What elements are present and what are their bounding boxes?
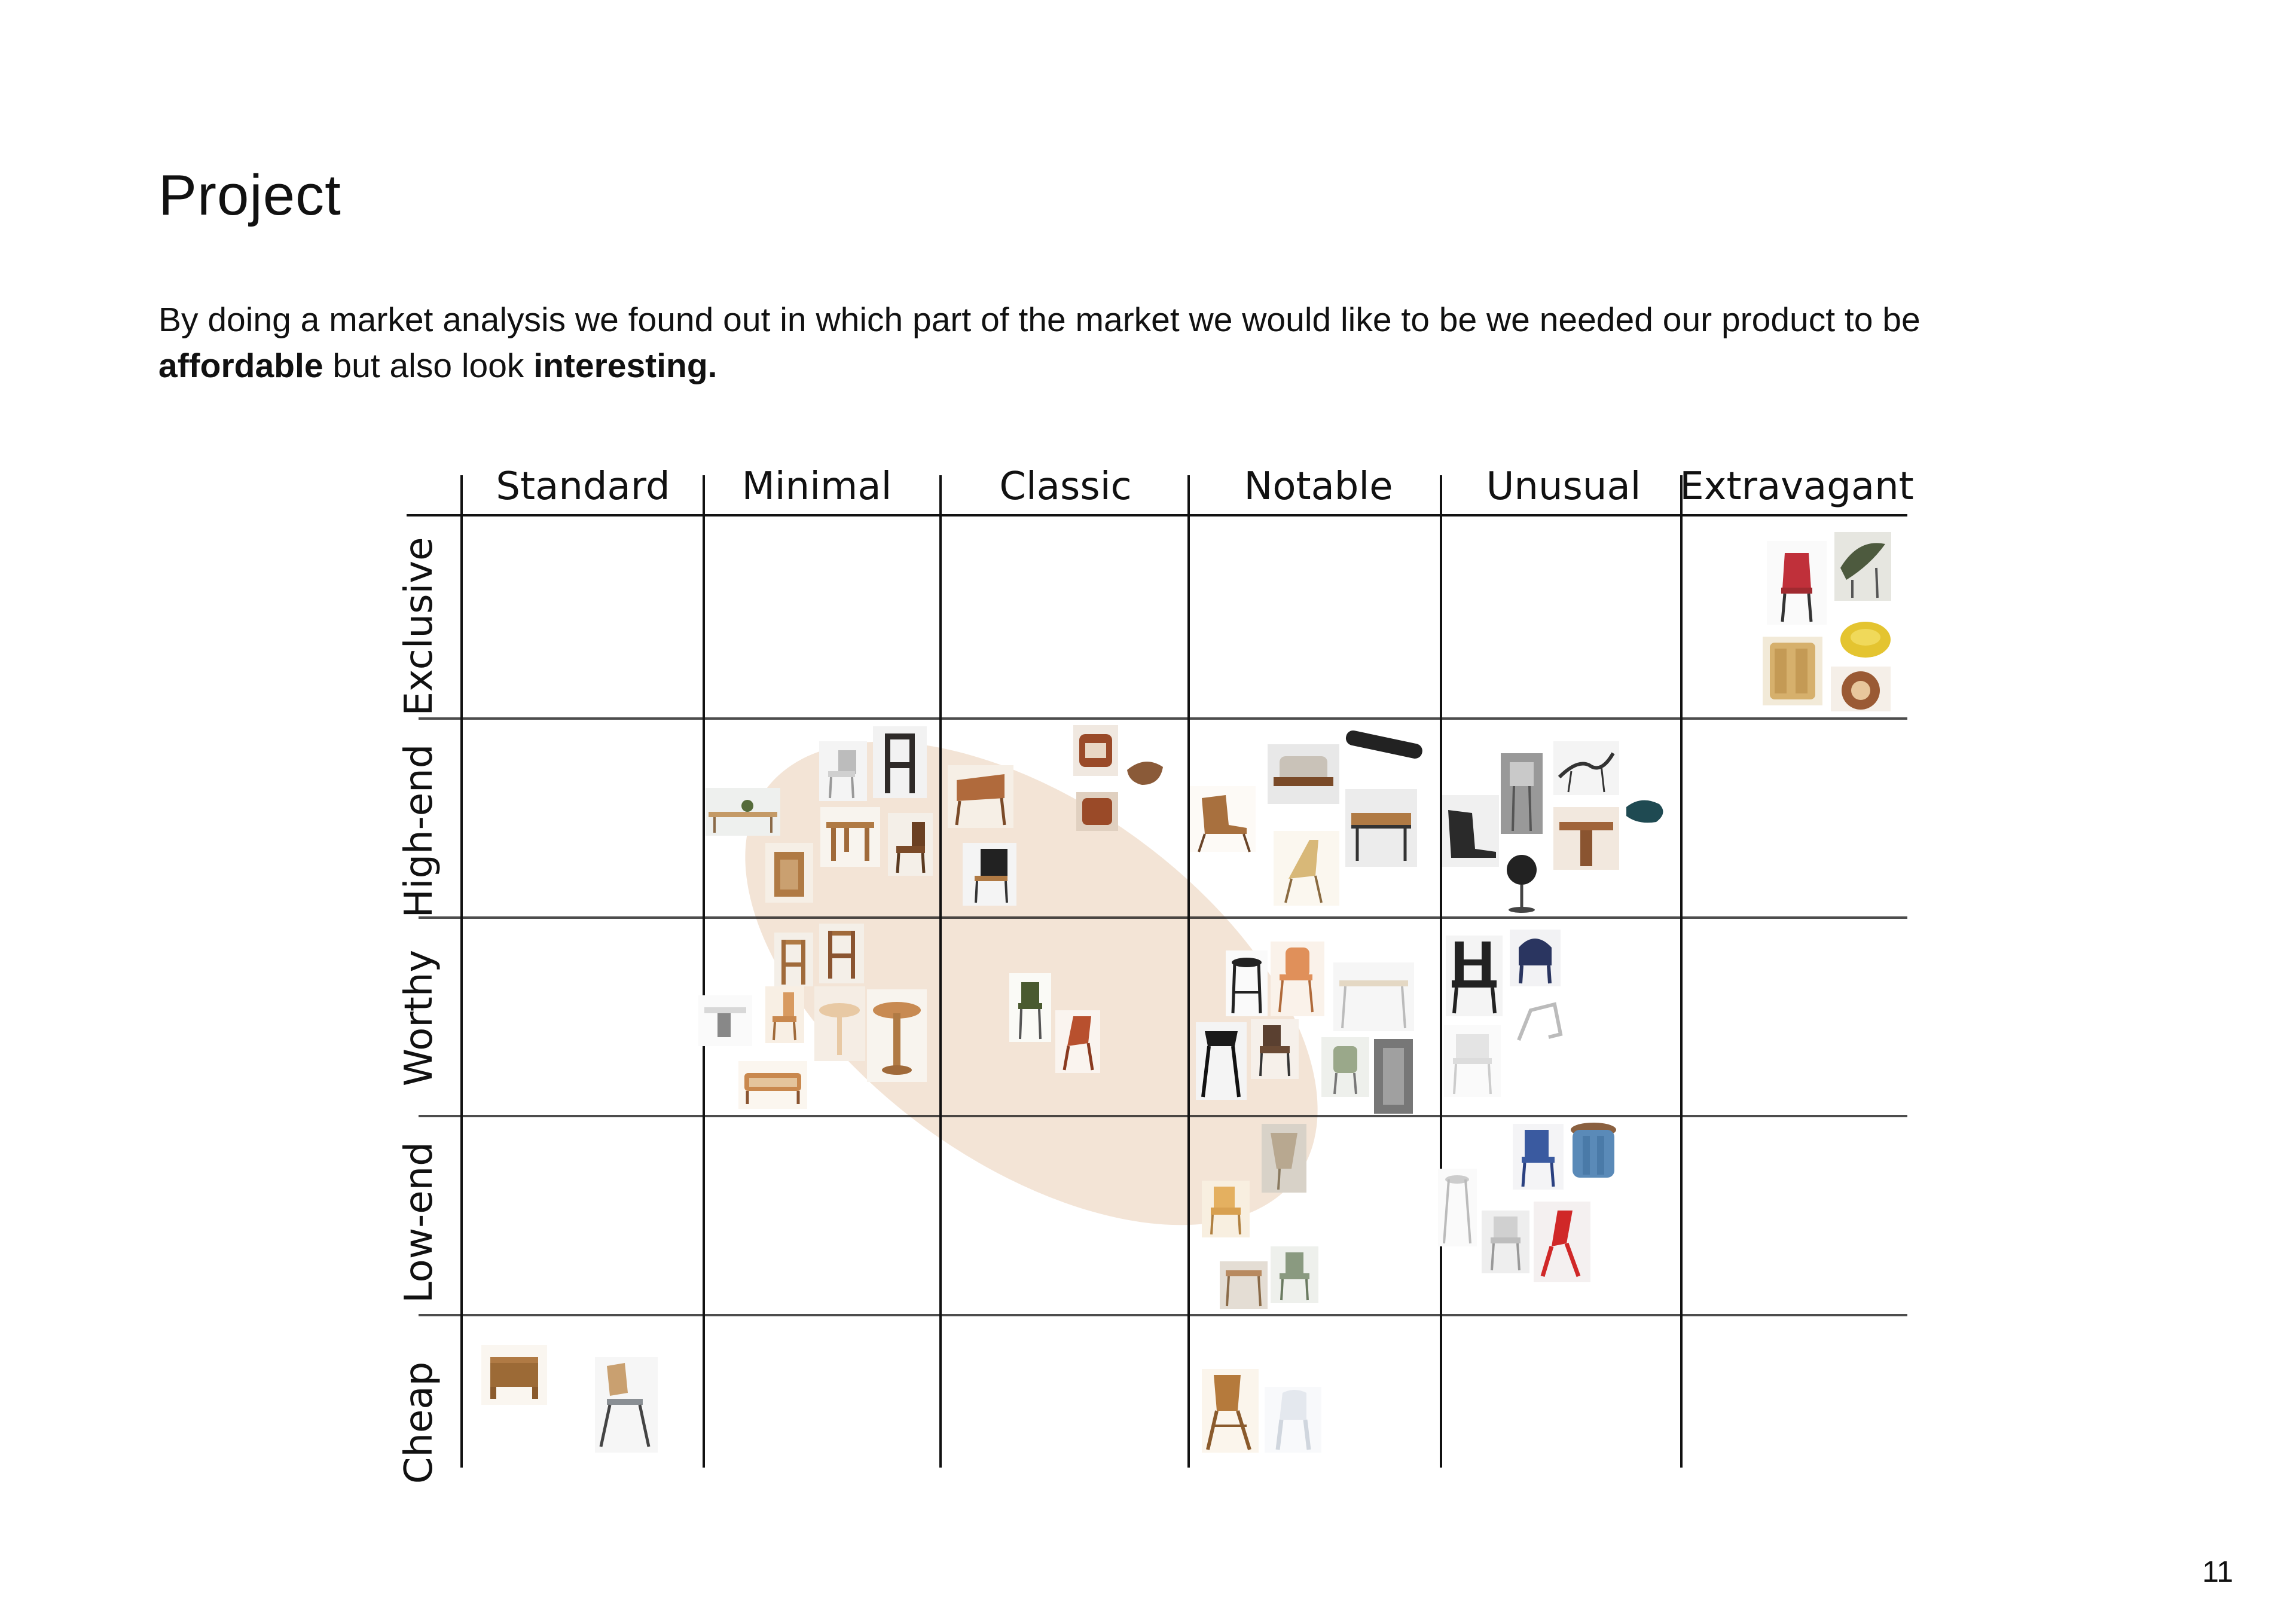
chair-image <box>1510 930 1561 986</box>
chair-image <box>1553 741 1619 795</box>
column-header-classic: Classic <box>999 464 1132 509</box>
stool-image <box>1196 1022 1247 1100</box>
stool-image <box>698 995 752 1046</box>
chair-image <box>1507 855 1537 913</box>
table-image <box>706 788 780 836</box>
chair-image <box>765 986 804 1043</box>
bench-image <box>738 1061 807 1109</box>
row-header-cheap: Cheap <box>397 1361 441 1484</box>
chair-image <box>1534 1202 1590 1282</box>
page-number: 11 <box>2202 1555 2233 1588</box>
column-header-standard: Standard <box>496 464 670 509</box>
chair-image <box>1271 1246 1318 1303</box>
chair-image <box>1268 744 1339 804</box>
chair-image <box>1444 1025 1501 1097</box>
chair-image <box>1442 795 1499 867</box>
chair-image <box>948 765 1013 828</box>
intro-text-2: but also look <box>323 347 534 385</box>
row-header-low-end: Low-end <box>397 1142 441 1303</box>
column-header-unusual: Unusual <box>1486 464 1641 509</box>
stool-image <box>1226 950 1268 1016</box>
chair-image <box>963 843 1016 906</box>
stool-image <box>1127 762 1163 785</box>
chair-image <box>1251 1019 1299 1079</box>
table-image <box>1220 1261 1268 1309</box>
column-header-minimal: Minimal <box>741 464 892 509</box>
chair-image <box>1482 1211 1529 1273</box>
row-header-exclusive: Exclusive <box>397 537 441 716</box>
bench-image <box>1345 789 1417 867</box>
column-header-notable: Notable <box>1244 464 1393 509</box>
intro-text-1: By doing a market analysis we found out in which part of the market we would like to be we needed our product to be <box>158 301 1921 339</box>
chair-image <box>1271 942 1324 1016</box>
chair-image <box>774 933 813 986</box>
chair-image <box>1055 1010 1100 1073</box>
chair-image <box>1202 1181 1250 1237</box>
table-image <box>820 807 880 867</box>
chair-image <box>888 813 933 876</box>
row-header-high-end: High-end <box>397 744 441 918</box>
row-header-worthy: Worthy <box>397 949 441 1087</box>
chair-image <box>1626 800 1663 823</box>
chair-image <box>1834 532 1891 601</box>
chair-image <box>819 924 864 983</box>
chair-image <box>873 726 927 798</box>
table-image <box>481 1345 547 1405</box>
stool-image <box>1840 622 1891 658</box>
chair-image <box>1076 792 1118 831</box>
chair-image <box>1274 831 1339 906</box>
chair-image <box>1513 1124 1564 1190</box>
table-image <box>814 986 865 1061</box>
chair-image <box>1190 786 1256 852</box>
intro-bold-affordable: affordable <box>158 347 323 385</box>
stool-image <box>1438 1169 1477 1246</box>
chair-image <box>1446 936 1503 1016</box>
chair-image <box>819 741 867 801</box>
stool-image <box>765 843 813 903</box>
table-image <box>867 989 927 1082</box>
chair-image <box>1374 1039 1413 1114</box>
table-image <box>1553 807 1619 870</box>
column-header-extravagant: Extravagant <box>1680 464 1914 509</box>
chair-image <box>1202 1369 1259 1453</box>
table-image <box>1333 962 1414 1031</box>
bench-image <box>1345 729 1424 760</box>
chair-image <box>1265 1387 1321 1453</box>
intro-bold-interesting: interesting. <box>533 347 718 385</box>
chair-image <box>1262 1124 1306 1193</box>
chair-image <box>1767 541 1827 625</box>
stool-image <box>1831 667 1891 711</box>
stool-image <box>1501 753 1543 834</box>
chair-image <box>1073 725 1118 776</box>
chair-image <box>1009 973 1051 1042</box>
stool-image <box>1571 1123 1616 1178</box>
chair-image <box>1763 637 1822 705</box>
page-title: Project <box>158 163 341 227</box>
chair-image <box>1519 1004 1561 1040</box>
chair-image <box>1321 1037 1369 1097</box>
chair-image <box>595 1357 658 1453</box>
